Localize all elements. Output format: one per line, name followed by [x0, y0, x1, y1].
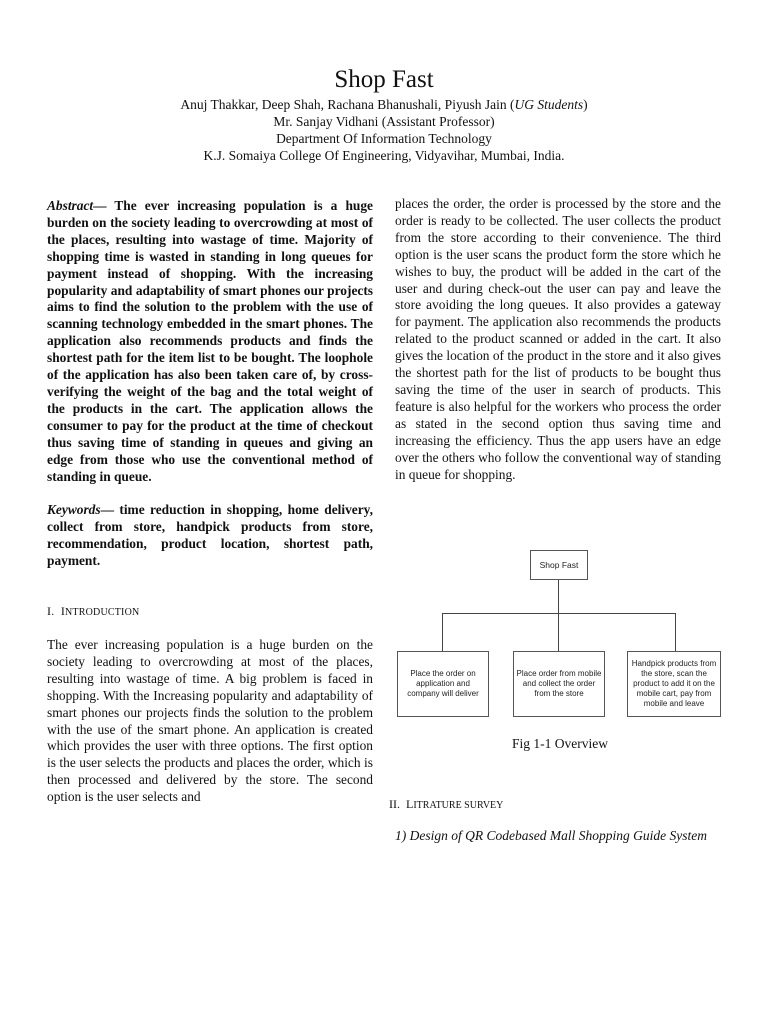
author-block	[0, 96, 768, 164]
diagram-connector	[442, 613, 443, 651]
introduction-text: The ever increasing population is a huge burden on the society leading to overcrowding at most of the places, resulting into wastage of time. A big problem is faced in shopping. With the Increasing popularity and adaptability of smart phones our projects finds the solution to the problem with the use of the smart phone. An application is created which provides the user with three options. The first option is the user selects the products and places the order, which is then processed and delivered by the store. The second option is the user selects and	[47, 637, 373, 805]
author-names	[0, 96, 768, 113]
keywords	[47, 502, 373, 570]
right-column-text: places the order, the order is processed by the store and the order is ready to be collected. The user collects the product from the store according to their convenience. The third option is the user scans the product form the store which he wishes to buy, the product will be added in the cart of the user and during check-out the user can pay and leave the store avoiding the long queues. It also provides a gateway for payment. The application also recommends the products related to the product scanned or added in the cart. It also gives the location of the product in the store and it also gives the shortest path for the list of products to be bought thus saving the time of the user in search of products. This feature is also helpful for the workers who process the order as stated in the second option thus saving time and increasing the efficiency. Thus the app users have an edge over the others who follow the conventional way of standing in queue for shopping.	[395, 196, 721, 482]
author-role: UG Students	[514, 97, 584, 112]
diagram-connector	[558, 613, 559, 651]
keywords-dash: —	[100, 502, 114, 518]
author-role-close: )	[583, 97, 588, 112]
keywords-text: time reduction in shopping, home delivery, collect from store, handpick products from store, recommendation, product location, shortest path, payment.	[47, 502, 373, 569]
diagram-option-delivery: Place the order on application and company will deliver	[397, 651, 489, 717]
section-heading-literature-survey	[389, 796, 503, 814]
section-number: I.	[47, 604, 55, 619]
section-rest: ITRATURE SURVEY	[413, 800, 504, 811]
section-initial: L	[406, 797, 414, 811]
paper-title: Shop Fast	[334, 66, 434, 93]
abstract-text: The ever increasing population is a huge burden on the society leading to overcrowding at most of the places, resulting into wastage of time. Majority of shopping time is wasted in standing in long queues for payment instead of shopping. With the increasing popularity and adaptability of smart phones our projects aims to find the solution to the problem with the use of scanning technology embedded in the smart phones. The application also recommends products and finds the shortest path for the item list to be bought. The loophole of the application has also been taken care of, by cross-verifying the weight of the bag and the total weight of the products in the cart. The application allows the consumer to pay for the product at the time of checkout thus saving time of standing in queues and giving an edge from those who use the conventional method of standing in queue.	[47, 198, 373, 484]
figure-caption: Fig 1-1 Overview	[512, 736, 608, 751]
diagram-root-box: Shop Fast	[530, 550, 588, 580]
diagram-connector	[675, 613, 676, 651]
right-column	[395, 196, 721, 483]
section-heading-introduction	[47, 603, 373, 621]
keywords-label: Keywords	[47, 502, 101, 518]
section-rest: NTRODUCTION	[65, 607, 140, 619]
section-initial: I	[60, 604, 66, 619]
author-names-text: Anuj Thakkar, Deep Shah, Rachana Bhanushali, Piyush Jain (	[180, 97, 515, 112]
department: Department Of Information Technology	[276, 131, 492, 146]
abstract-label: Abstract	[47, 198, 94, 213]
diagram-connector	[558, 580, 559, 613]
subsection-heading: 1) Design of QR Codebased Mall Shopping Guide System	[395, 828, 707, 843]
left-column	[47, 198, 373, 806]
abstract-dash: —	[93, 198, 107, 213]
institution: K.J. Somaiya College Of Engineering, Vidyavihar, Mumbai, India.	[203, 148, 565, 163]
diagram-option-collect: Place order from mobile and collect the order from the store	[513, 651, 605, 717]
abstract	[47, 198, 373, 485]
overview-diagram	[395, 540, 725, 730]
diagram-option-handpick: Handpick products from the store, scan the product to add it on the mobile cart, pay from mobile and leave	[627, 651, 721, 717]
section-number: II.	[389, 797, 400, 811]
advisor: Mr. Sanjay Vidhani (Assistant Professor)	[273, 114, 495, 129]
